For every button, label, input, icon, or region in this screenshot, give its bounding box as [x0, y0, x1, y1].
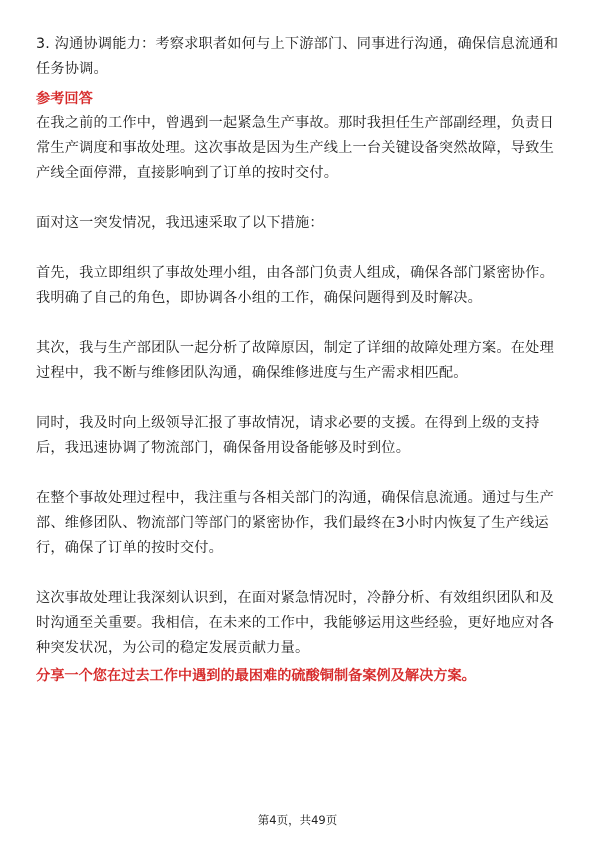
paragraph-gap — [36, 386, 560, 411]
answer-paragraph-7: 这次事故处理让我深刻认识到，在面对紧急情况时，冷静分析、有效组织团队和及时沟通至关重要。我相信，在未来的工作中，我能够运用这些经验，更好地应对各种突发状况，为公司的稳定发展贡献力量。 — [36, 590, 554, 656]
answer-label: 参考回答 — [36, 91, 93, 107]
answer-paragraph-6: 在整个事故处理过程中，我注重与各相关部门的沟通，确保信息流通。通过与生产部、维修团队、物流部门等部门的紧密协作，我们最终在3小时内恢复了生产线运行，确保了订单的按时交付。 — [36, 490, 554, 556]
answer-paragraph-2: 面对这一突发情况，我迅速采取了以下措施： — [36, 215, 324, 231]
next-question-heading: 分享一个您在过去工作中遇到的最困难的硫酸铜制备案例及解决方案。 — [36, 668, 476, 684]
paragraph-gap — [36, 311, 560, 336]
page-content — [36, 32, 560, 689]
paragraph-gap — [36, 461, 560, 486]
paragraph-gap — [36, 236, 560, 261]
page-number-footer: 第4页，共49页 — [257, 813, 338, 827]
question-heading: 3. 沟通协调能力：考察求职者如何与上下游部门、同事进行沟通，确保信息流通和任务协调。 — [36, 36, 559, 77]
answer-paragraph-3: 首先，我立即组织了事故处理小组，由各部门负责人组成，确保各部门紧密协作。我明确了自己的角色，即协调各小组的工作，确保问题得到及时解决。 — [36, 265, 554, 306]
answer-paragraph-4: 其次，我与生产部团队一起分析了故障原因，制定了详细的故障处理方案。在处理过程中，我不断与维修团队沟通，确保维修进度与生产需求相匹配。 — [36, 340, 554, 381]
paragraph-gap — [36, 186, 560, 211]
paragraph-gap — [36, 561, 560, 586]
answer-paragraph-5: 同时，我及时向上级领导汇报了事故情况，请求必要的支援。在得到上级的支持后，我迅速协调了物流部门，确保备用设备能够及时到位。 — [36, 415, 540, 456]
answer-paragraph-1: 在我之前的工作中，曾遇到一起紧急生产事故。那时我担任生产部副经理，负责日常生产调度和事故处理。这次事故是因为生产线上一台关键设备突然故障，导致生产线全面停滞，直接影响到了订单的按时交付。 — [36, 115, 554, 181]
